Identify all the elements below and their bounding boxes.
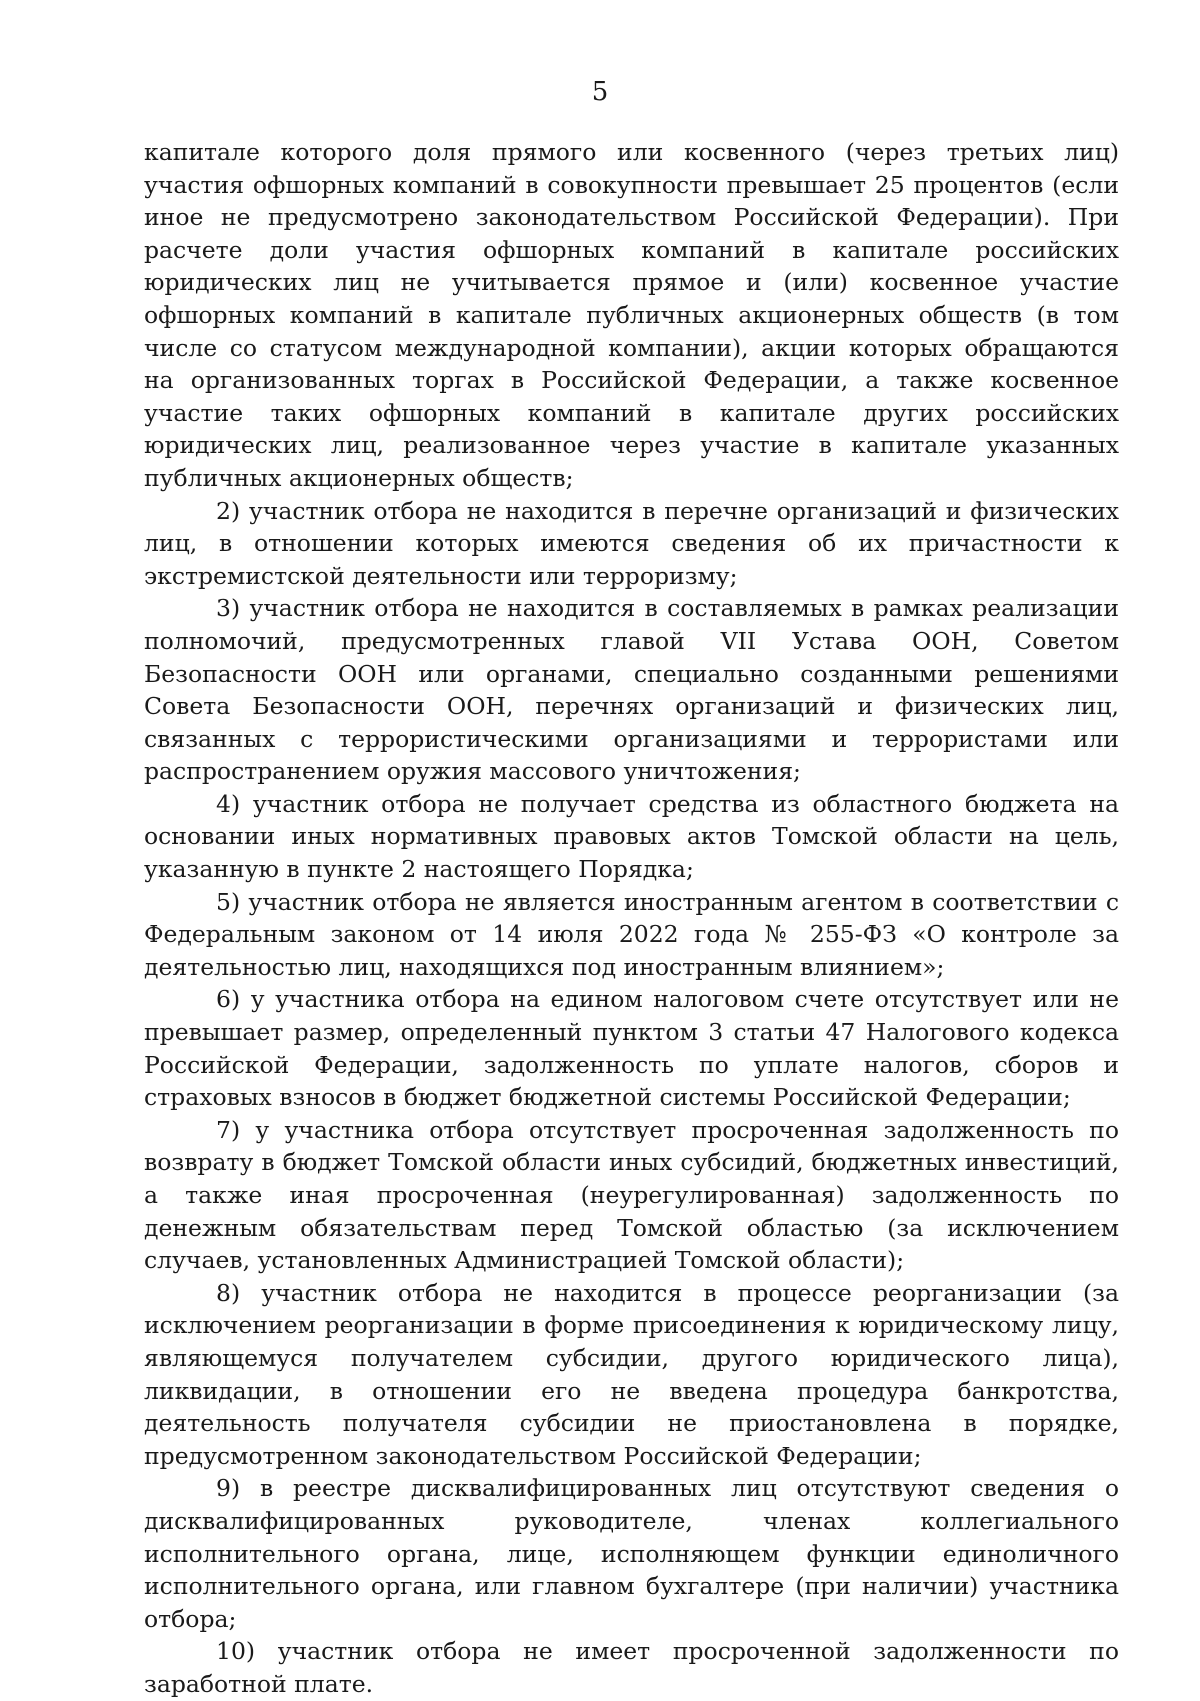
page-number: 5	[591, 77, 609, 107]
paragraph-item-4: 4) участник отбора не получает средства из областного бюджета на основании иных нормативных правовых актов Томской области на цель, указанную в пункте 2 настоящего Порядка;	[144, 789, 1119, 884]
paragraph-item-6: 6) у участника отбора на едином налоговом счете отсутствует или не превышает размер, определенный пунктом 3 статьи 47 Налогового кодекса Российской Федерации, задолженность по уплате налогов, сборов и страховых взносов в бюджет бюджетной системы Российской Федерации;	[144, 985, 1119, 1112]
paragraph-item-2: 2) участник отбора не находится в перечне организаций и физических лиц, в отношении которых имеются сведения об их причастности к экстремистской деятельности или терроризму;	[144, 496, 1119, 590]
paragraph-continuation: капитале которого доля прямого или косвенного (через третьих лиц) участия офшорных компаний в совокупности превышает 25 процентов (если иное не предусмотрено законодательством Российской Федерации). При расчете доли участия офшорных компаний в капитале российских юридических лиц не учитывается прямое и (или) косвенное участие офшорных компаний в капитале публичных акционерных обществ (в том числе со статусом международной компании), акции которых обращаются на организованных торгах в Российской Федерации, а также косвенное участие таких офшорных компаний в капитале других российских юридических лиц, реализованное через участие в капитале указанных публичных акционерных обществ;	[144, 138, 1119, 492]
document-body	[144, 136, 1119, 1701]
paragraph-item-3: 3) участник отбора не находится в составляемых в рамках реализации полномочий, предусмотренных главой VII Устава ООН, Советом Безопасности ООН или органами, специально созданными решениями Совета Безопасности ООН, перечнях организаций и физических лиц, связанных с террористическими организациями и террористами или распространением оружия массового уничтожения;	[144, 594, 1119, 786]
paragraph-item-8: 8) участник отбора не находится в процессе реорганизации (за исключением реорганизации в форме присоединения к юридическому лицу, являющемуся получателем субсидии, другого юридического лица), ликвидации, в отношении его не введена процедура банкротства, деятельность получателя субсидии не приостановлена в порядке, предусмотренном законодательством Российской Федерации;	[144, 1278, 1119, 1470]
paragraph-item-7: 7) у участника отбора отсутствует просроченная задолженность по возврату в бюджет Томской области иных субсидий, бюджетных инвестиций, а также иная просроченная (неурегулированная) задолженность по денежным обязательствам перед Томской областью (за исключением случаев, установленных Администрацией Томской области);	[144, 1115, 1119, 1275]
paragraph-item-9: 9) в реестре дисквалифицированных лиц отсутствуют сведения о дисквалифицированных руководителе, членах коллегиального исполнительного органа, лице, исполняющем функции единоличного исполнительного органа, или главном бухгалтере (при наличии) участника отбора;	[144, 1474, 1119, 1633]
paragraph-item-10: 10) участник отбора не имеет просроченной задолженности по заработной плате.	[144, 1637, 1119, 1698]
paragraph-item-5: 5) участник отбора не является иностранным агентом в соответствии с Федеральным законом от 14 июля 2022 года № 255-ФЗ «О контроле за деятельностью лиц, находящихся под иностранным влиянием»;	[144, 887, 1119, 981]
